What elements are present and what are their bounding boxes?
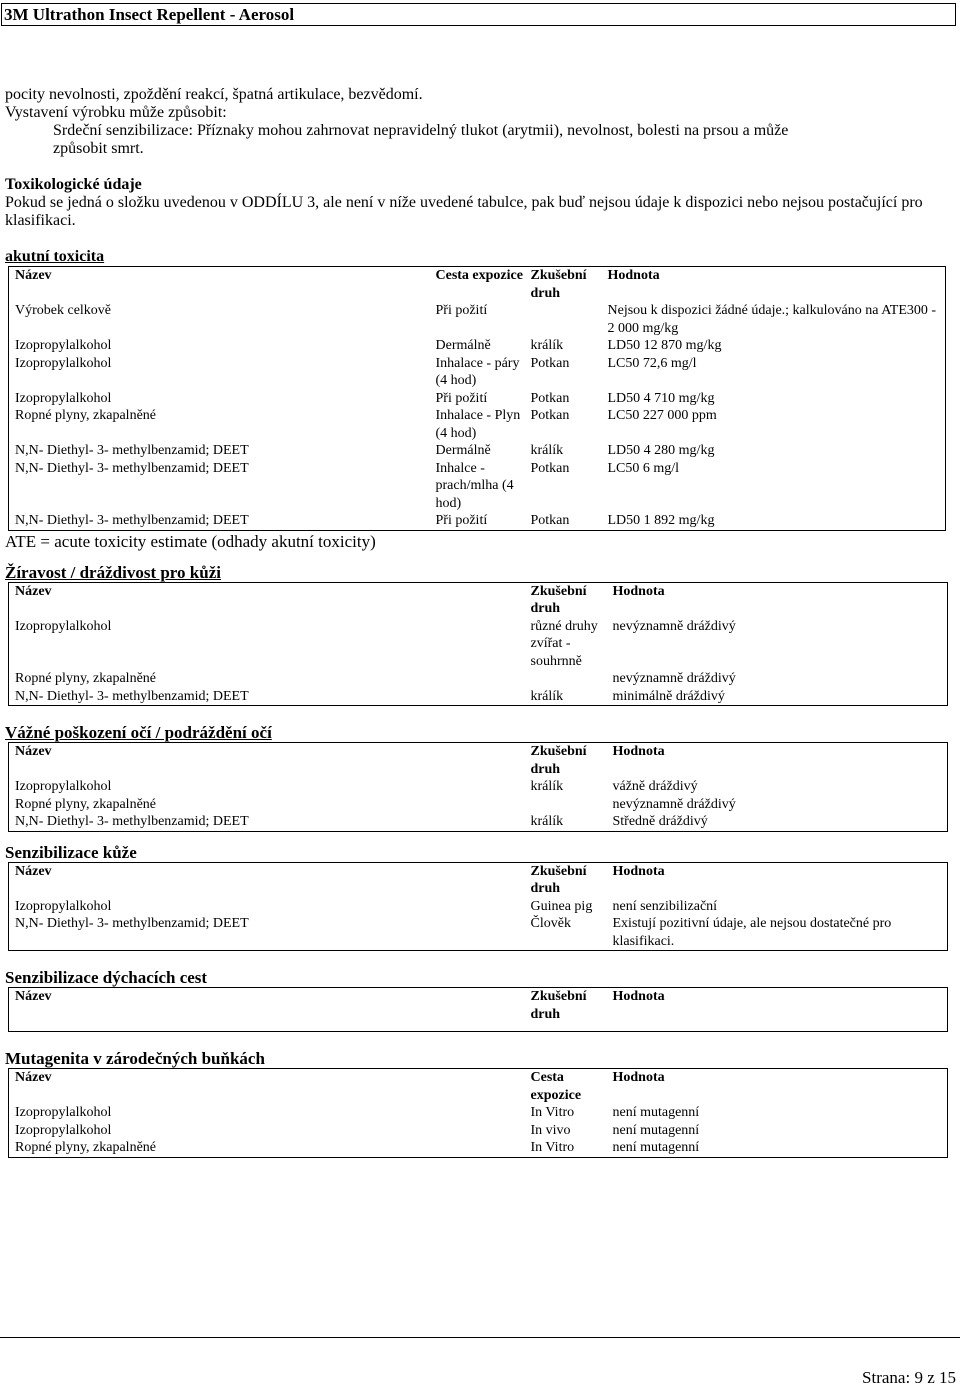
table-row — [9, 337, 946, 355]
intro-line-1: pocity nevolnosti, zpoždění reakcí, špatná artikulace, bezvědomí. — [5, 86, 423, 103]
sens-resp-header-name: Název — [15, 989, 52, 1004]
acute-header-row — [9, 267, 946, 303]
cell-name: N,N- Diethyl- 3- methylbenzamid; DEET — [15, 688, 249, 704]
cell-route: Inhalace - páry (4 hod) — [435, 355, 520, 388]
cell-route: Při požití — [435, 513, 488, 528]
skin-header-species: Zkušební druh — [530, 583, 587, 616]
cell-species: králík — [530, 443, 564, 458]
tox-text: Pokud se jedná o složku uvedenou v ODDÍLU 3, ale není v níže uvedené tabulce, pak buď nejsou údaje k dispozici nebo nejsou postačující pro klasifikaci. — [5, 194, 923, 229]
table-row — [9, 302, 946, 337]
skin-header-row — [9, 582, 948, 618]
cell-value: nevýznamně dráždivý — [612, 796, 736, 812]
cell-name: N,N- Diethyl- 3- methylbenzamid; DEET — [15, 916, 249, 931]
sens-resp-title: Senzibilizace dýchacích cest — [5, 968, 208, 987]
cell-name: Izopropylalkohol — [15, 779, 112, 794]
page-content — [5, 86, 953, 1158]
eye-header-value: Hodnota — [612, 744, 665, 759]
cell-species: Potkan — [530, 513, 570, 528]
cell-value: LD50 12 870 mg/kg — [607, 338, 722, 353]
cell-species — [525, 796, 607, 814]
acute-header-species: Zkušební druh — [530, 268, 587, 301]
cell-value: není mutagenní — [612, 1105, 700, 1120]
sens-skin-table — [8, 862, 948, 952]
cell-route: In Vitro — [530, 1105, 575, 1120]
sens-resp-header-row — [9, 988, 948, 1024]
cell-name: Izopropylalkohol — [15, 355, 112, 371]
table-row — [9, 670, 948, 688]
muta-header-value: Hodnota — [612, 1070, 665, 1085]
cell-name: N,N- Diethyl- 3- methylbenzamid; DEET — [15, 513, 249, 528]
table-row — [9, 1104, 948, 1122]
muta-title: Mutagenita v zárodečných buňkách — [5, 1049, 265, 1068]
cell-route: Inhalace - Plyn (4 hod) — [435, 408, 521, 441]
cell-route: In vivo — [530, 1122, 571, 1138]
cell-value: LC50 227 000 ppm — [607, 408, 717, 423]
table-row — [9, 898, 948, 916]
eye-header-species: Zkušební druh — [530, 744, 587, 777]
cell-value: LD50 4 280 mg/kg — [607, 443, 715, 458]
table-row — [9, 1122, 948, 1140]
intro-line-4: způsobit smrt. — [53, 140, 144, 157]
intro-line-2: Vystavení výrobku může způsobit: — [5, 104, 227, 121]
cell-value: LC50 72,6 mg/l — [607, 355, 697, 371]
cell-name: N,N- Diethyl- 3- methylbenzamid; DEET — [15, 460, 249, 476]
skin-header-value: Hodnota — [612, 583, 665, 599]
cell-name: N,N- Diethyl- 3- methylbenzamid; DEET — [15, 814, 249, 829]
cell-route: Při požití — [435, 390, 488, 406]
cell-species: Člověk — [530, 916, 571, 931]
intro-line-3: Srdeční senzibilizace: Příznaky mohou zahrnovat nepravidelný tlukot (arytmii), nevolnost, bolesti na prsou a může — [53, 122, 789, 139]
cell-species: Potkan — [530, 355, 570, 371]
sens-skin-header-name: Název — [15, 863, 52, 879]
skin-table — [8, 582, 948, 707]
cell-name: Ropné plyny, zkapalněné — [15, 408, 156, 423]
sens-skin-title: Senzibilizace kůže — [5, 842, 137, 862]
table-row — [9, 688, 948, 706]
document-title: 3M Ultrathon Insect Repellent - Aerosol — [4, 5, 295, 24]
acute-table — [8, 266, 946, 531]
acute-title: akutní toxicita — [5, 248, 105, 265]
table-row — [9, 618, 948, 671]
muta-header-row — [9, 1069, 948, 1105]
skin-title: Žíravost / dráždivost pro kůži — [5, 562, 221, 582]
muta-table — [8, 1068, 948, 1158]
tox-title: Toxikologické údaje — [5, 176, 142, 193]
cell-route: Dermálně — [435, 338, 491, 353]
sens-resp-header-species: Zkušební druh — [530, 989, 587, 1022]
page-number: Strana: 9 z 15 — [862, 1368, 956, 1387]
table-row — [9, 355, 946, 390]
cell-value: Existují pozitivní údaje, ale nejsou dostatečné pro klasifikaci. — [612, 916, 892, 949]
cell-name: Ropné plyny, zkapalněné — [15, 796, 156, 812]
cell-species: králík — [530, 779, 564, 794]
cell-species: Potkan — [530, 390, 570, 406]
table-row — [9, 778, 948, 796]
cell-species: různé druhy zvířat - souhrnně — [530, 618, 598, 669]
cell-value: Středně dráždivý — [612, 814, 708, 829]
cell-name: N,N- Diethyl- 3- methylbenzamid; DEET — [15, 443, 249, 458]
document-header — [1, 3, 956, 26]
sens-skin-header-value: Hodnota — [612, 863, 665, 879]
table-row — [9, 796, 948, 814]
cell-name: Ropné plyny, zkapalněné — [15, 671, 156, 686]
table-row — [9, 813, 948, 831]
cell-value: LD50 4 710 mg/kg — [607, 390, 715, 406]
cell-name: Ropné plyny, zkapalněné — [15, 1140, 156, 1155]
cell-name: Izopropylalkohol — [15, 390, 112, 406]
cell-name: Izopropylalkohol — [15, 1105, 112, 1120]
table-row — [9, 460, 946, 513]
acute-header-value: Hodnota — [607, 268, 660, 283]
cell-route: Při požití — [435, 303, 488, 318]
sens-resp-table — [8, 987, 948, 1032]
cell-value: LC50 6 mg/l — [607, 460, 680, 476]
cell-name: Izopropylalkohol — [15, 1122, 112, 1138]
cell-value: LD50 1 892 mg/kg — [607, 513, 715, 528]
muta-header-name: Název — [15, 1070, 52, 1085]
table-row — [9, 407, 946, 442]
cell-name: Výrobek celkově — [15, 303, 112, 318]
sens-skin-header-species: Zkušební druh — [530, 863, 587, 896]
skin-header-name: Název — [15, 583, 52, 599]
eye-header-row — [9, 743, 948, 779]
eye-title: Vážné poškození očí / podráždění očí — [5, 723, 272, 742]
cell-route: In Vitro — [530, 1140, 575, 1155]
cell-species — [525, 302, 602, 337]
sens-resp-header-value: Hodnota — [612, 989, 665, 1004]
cell-value: Nejsou k dispozici žádné údaje.; kalkulováno na ATE300 - 2 000 mg/kg — [607, 303, 937, 336]
cell-route: Dermálně — [435, 443, 491, 458]
cell-value: vážně dráždivý — [612, 779, 698, 794]
cell-species: Potkan — [530, 460, 570, 476]
cell-species: králík — [530, 688, 564, 704]
table-row — [9, 390, 946, 408]
table-row — [9, 442, 946, 460]
eye-header-name: Název — [15, 744, 52, 759]
cell-species: králík — [530, 338, 564, 353]
cell-value: není senzibilizační — [612, 898, 718, 914]
table-row — [9, 512, 946, 530]
cell-value: nevýznamně dráždivý — [612, 618, 736, 634]
cell-species — [525, 670, 607, 688]
cell-species: Guinea pig — [530, 898, 593, 914]
cell-route: Inhalce - prach/mlha (4 hod) — [435, 460, 514, 511]
cell-species: králík — [530, 814, 564, 829]
cell-value: není mutagenní — [612, 1122, 700, 1138]
acute-header-route: Cesta expozice — [435, 268, 523, 283]
sens-skin-header-row — [9, 862, 948, 898]
cell-value: minimálně dráždivý — [612, 688, 725, 704]
cell-species: Potkan — [530, 408, 570, 423]
ate-note: ATE = acute toxicity estimate (odhady akutní toxicity) — [5, 531, 376, 551]
cell-name: Izopropylalkohol — [15, 338, 112, 353]
cell-value: nevýznamně dráždivý — [612, 671, 736, 686]
cell-value: není mutagenní — [612, 1140, 700, 1155]
cell-name: Izopropylalkohol — [15, 898, 112, 914]
table-row — [9, 1139, 948, 1157]
eye-table — [8, 742, 948, 832]
table-row — [9, 915, 948, 951]
cell-name: Izopropylalkohol — [15, 618, 112, 634]
muta-header-route: Cesta expozice — [530, 1070, 582, 1103]
acute-header-name: Název — [15, 268, 52, 283]
footer-divider — [0, 1337, 960, 1338]
